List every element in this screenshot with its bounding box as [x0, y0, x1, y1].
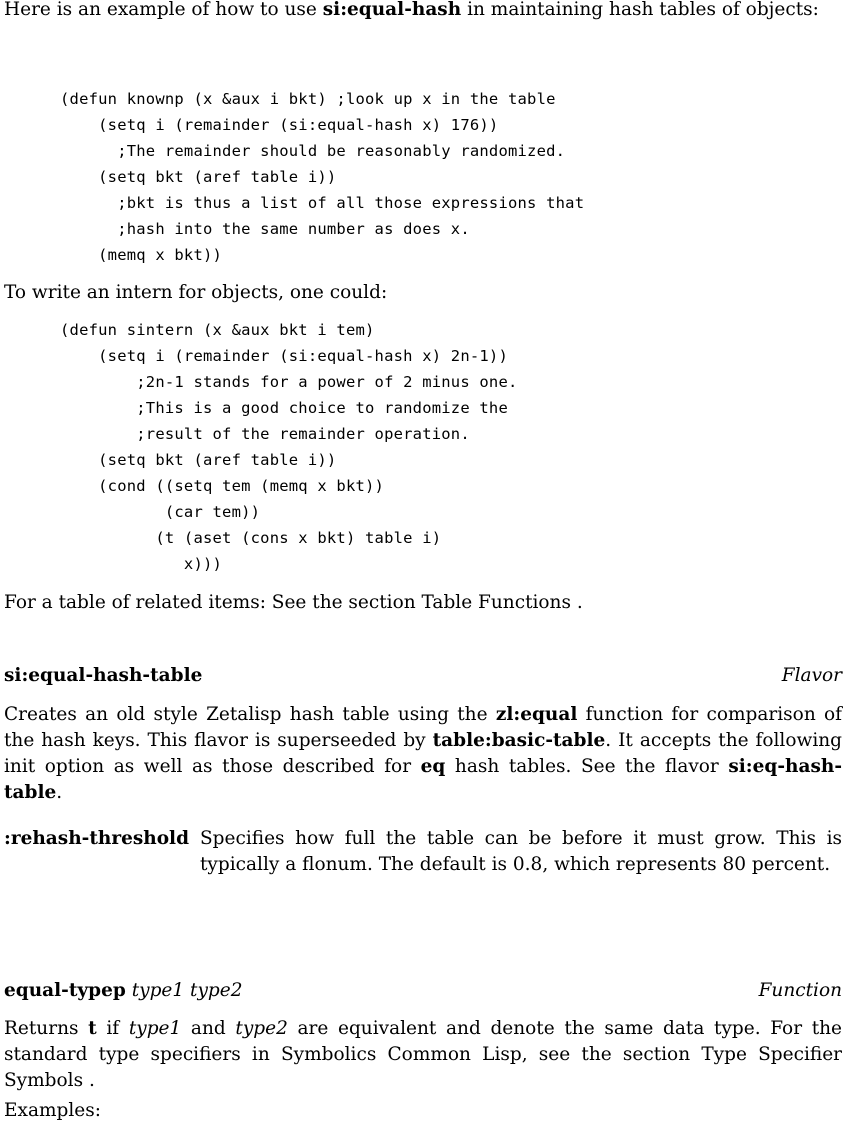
entry-header-equal-typep — [4, 978, 842, 1004]
code-line: (t (aset (cons x bkt) table i) — [60, 529, 442, 547]
entry-kind: Function — [758, 980, 842, 1001]
code-line: ;This is a good choice to randomize the — [60, 399, 508, 417]
code-line: (cond ((setq tem (memq x bkt)) — [60, 477, 385, 495]
code-line: (setq i (remainder (si:equal-hash x) 176)) — [60, 116, 499, 134]
option-description: Specifies how full the table can be before it must grow. This is typically a flonum. The default is 0.8, which represents 80 percent. — [200, 828, 842, 875]
function-description: Returns t if type1 and type2 are equivalent and denote the same data type. For the standard type specifiers in Symbolics Common Lisp, see the section Type Specifier Symbols . — [4, 1018, 843, 1091]
code-line: x))) — [60, 555, 223, 573]
term-si-equal-hash: si:equal-hash — [322, 0, 462, 20]
flavor-description: Creates an old style Zetalisp hash table using the zl:equal function for comparison of the hash keys. This flavor is superseeded by table:basic-table. It accepts the following init option as well as those described for eq hash tables. See the flavor si:eq-hash-table. — [4, 704, 842, 803]
entry-kind: Flavor — [781, 665, 842, 686]
entry-args: type1 type2 — [131, 980, 243, 1001]
entry-name: si:equal-hash-table — [4, 665, 203, 686]
code-line: (memq x bkt)) — [60, 246, 223, 264]
code-line: (setq i (remainder (si:equal-hash x) 2n-1)) — [60, 347, 508, 365]
intro-paragraph: Here is an example of how to use si:equal-hash in maintaining hash tables of objects: — [4, 0, 819, 20]
code-line: (defun knownp (x &aux i bkt) ;look up x in the table — [60, 90, 556, 108]
code-line: ;2n-1 stands for a power of 2 minus one. — [60, 373, 518, 391]
code-line: ;hash into the same number as does x. — [60, 220, 470, 238]
code-line: (setq bkt (aref table i)) — [60, 451, 337, 469]
intern-intro-line: To write an intern for objects, one could: — [4, 282, 388, 303]
code-line: ;result of the remainder operation. — [60, 425, 470, 443]
entry-name: equal-typep — [4, 980, 126, 1001]
code-line: (setq bkt (aref table i)) — [60, 168, 337, 186]
related-items-line: For a table of related items: See the section Table Functions . — [4, 592, 583, 613]
option-name: :rehash-threshold — [4, 828, 190, 849]
code-line: ;The remainder should be reasonably randomized. — [60, 142, 566, 160]
code-line: (defun sintern (x &aux bkt i tem) — [60, 321, 375, 339]
code-line: ;bkt is thus a list of all those expressions that — [60, 194, 585, 212]
code-line: (car tem)) — [60, 503, 261, 521]
examples-label: Examples: — [4, 1100, 101, 1121]
entry-header-si-equal-hash-table — [4, 663, 842, 689]
